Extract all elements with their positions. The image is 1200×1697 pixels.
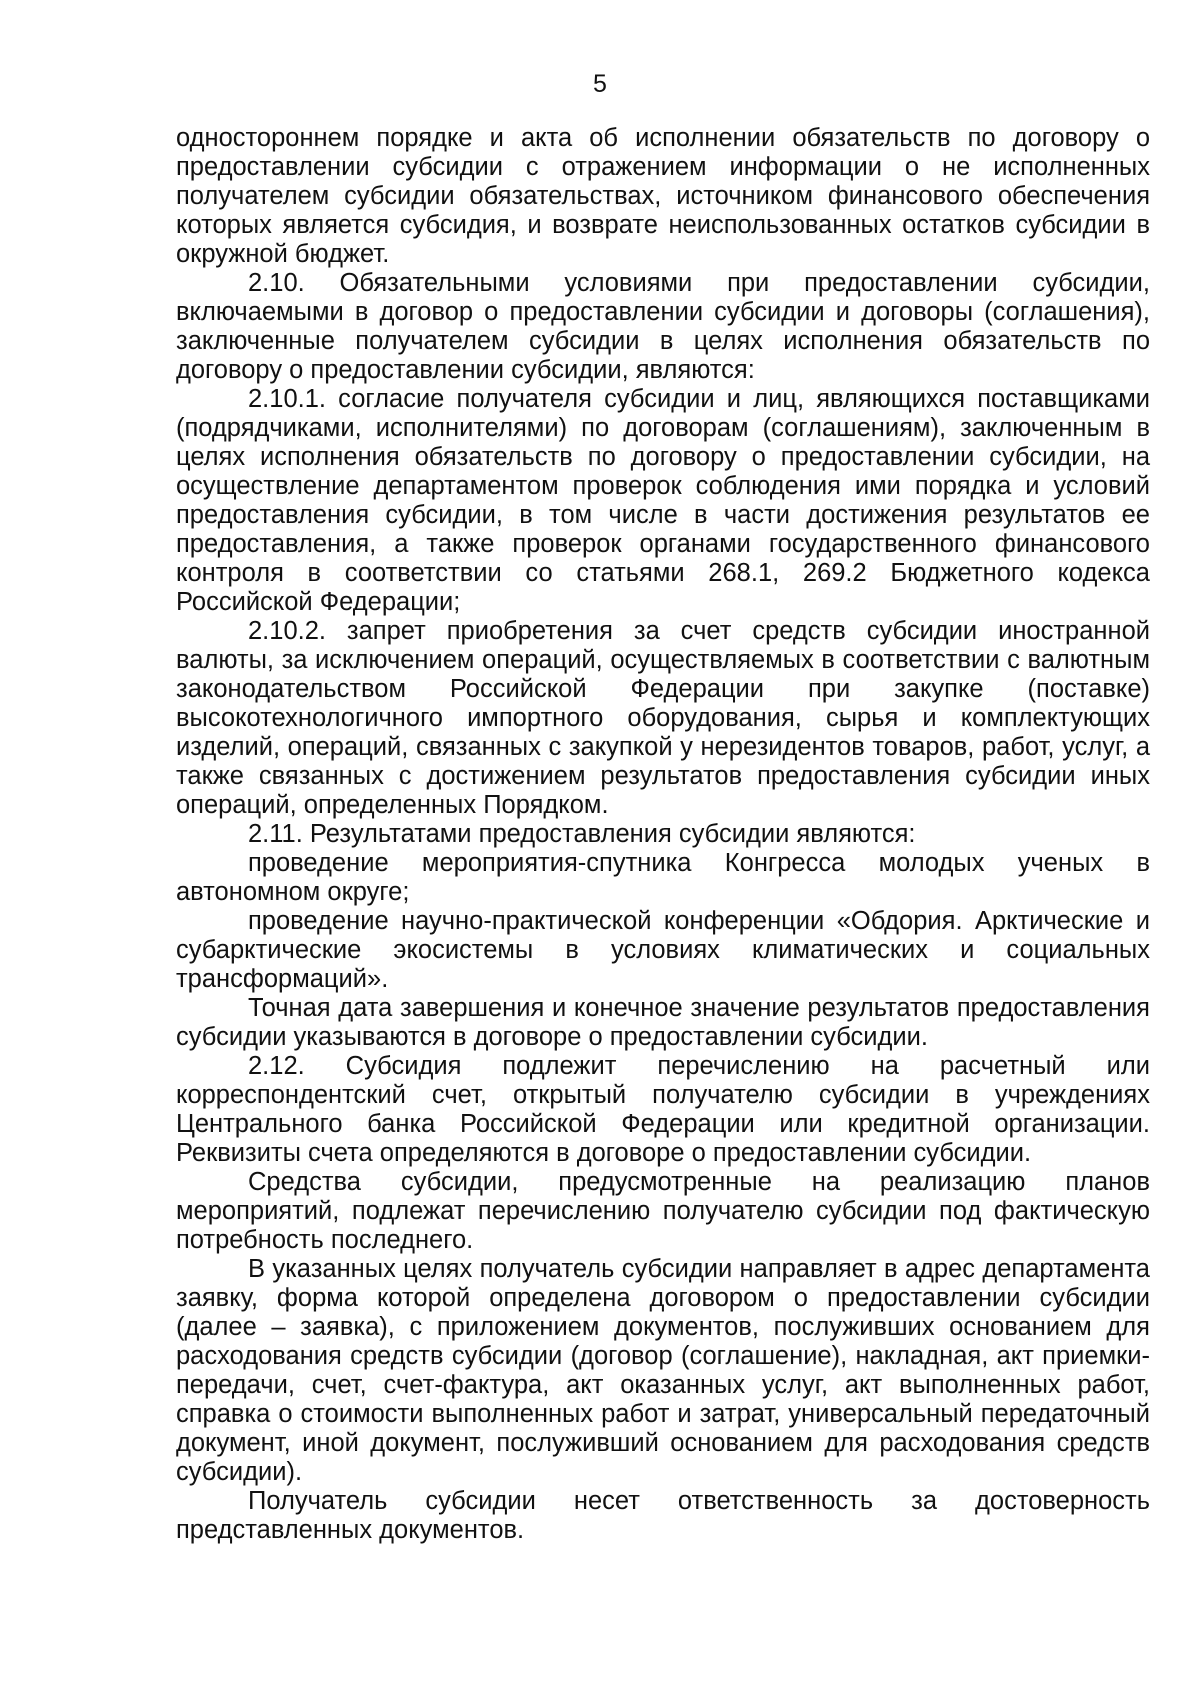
paragraph-funds: Средства субсидии, предусмотренные на реализацию планов мероприятий, подлежат перечислению получателю субсидии под фактическую потребность последнего. xyxy=(176,1168,1150,1254)
paragraph-2-10: 2.10. Обязательными условиями при предоставлении субсидии, включаемыми в договор о предоставлении субсидии и договоры (соглашения), заключенные получателем субсидии в целях исполнения обязательств по договору о предоставлении субсидии, являются: xyxy=(176,269,1150,384)
paragraph-responsibility: Получатель субсидии несет ответственность за достоверность представленных документов. xyxy=(176,1487,1150,1544)
paragraph-continuation: одностороннем порядке и акта об исполнении обязательств по договору о предоставлении субсидии с отражением информации о не исполненных получателем субсидии обязательствах, источником финансового обеспечения которых является субсидия, и возврате неиспользованных остатков субсидии в окружной бюджет. xyxy=(176,124,1150,268)
paragraph-result-date: Точная дата завершения и конечное значение результатов предоставления субсидии указываются в договоре о предоставлении субсидии. xyxy=(176,994,1150,1051)
paragraph-result-1: проведение мероприятия-спутника Конгресса молодых ученых в автономном округе; xyxy=(176,849,1150,906)
page-number: 5 xyxy=(593,70,607,98)
paragraph-2-10-2: 2.10.2. запрет приобретения за счет средств субсидии иностранной валюты, за исключением операций, осуществляемых в соответствии с валютным законодательством Российской Федерации при закупке (поставке) высокотехнологичного импортного оборудования, сырья и комплектующих изделий, операций, связанных с закупкой у нерезидентов товаров, работ, услуг, а также связанных с достижением результатов предоставления субсидии иных операций, определенных Порядком. xyxy=(176,617,1150,819)
paragraph-2-12: 2.12. Субсидия подлежит перечислению на расчетный или корреспондентский счет, открытый получателю субсидии в учреждениях Центрального банка Российской Федерации или кредитной организации. Реквизиты счета определяются в договоре о предоставлении субсидии. xyxy=(176,1052,1150,1167)
document-body xyxy=(176,124,1150,1545)
paragraph-2-11: 2.11. Результатами предоставления субсидии являются: xyxy=(248,820,916,848)
paragraph-application: В указанных целях получатель субсидии направляет в адрес департамента заявку, форма которой определена договором о предоставлении субсидии (далее – заявка), с приложением документов, послуживших основанием для расходования средств субсидии (договор (соглашение), накладная, акт приемки-передачи, счет, счет-фактура, акт оказанных услуг, акт выполненных работ, справка о стоимости выполненных работ и затрат, универсальный передаточный документ, иной документ, послуживший основанием для расходования средств субсидии). xyxy=(176,1255,1150,1486)
paragraph-result-2: проведение научно-практической конференции «Обдория. Арктические и субарктические экосистемы в условиях климатических и социальных трансформаций». xyxy=(176,907,1150,993)
paragraph-2-10-1: 2.10.1. согласие получателя субсидии и лиц, являющихся поставщиками (подрядчиками, исполнителями) по договорам (соглашениям), заключенным в целях исполнения обязательств по договору о предоставлении субсидии, на осуществление департаментом проверок соблюдения ими порядка и условий предоставления субсидии, в том числе в части достижения результатов ее предоставления, а также проверок органами государственного финансового контроля в соответствии со статьями 268.1, 269.2 Бюджетного кодекса Российской Федерации; xyxy=(176,385,1150,616)
